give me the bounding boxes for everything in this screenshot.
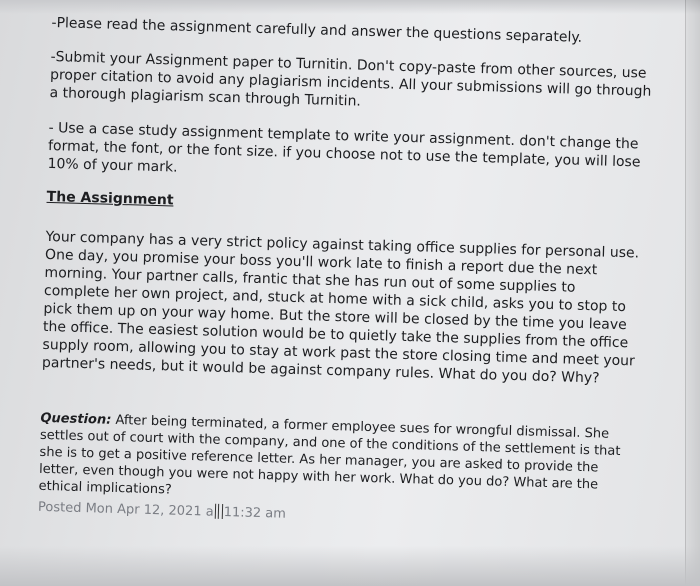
bottom-shadow (0, 546, 700, 586)
assignment-heading: The Assignment (46, 188, 174, 209)
question-paragraph (38, 410, 630, 511)
instruction-template: - Use a case study assignment template to write your assignment. don't change the format, the font, or the font size. if you choose not to use the template, you will lose 10% of your mark. (47, 119, 641, 176)
scrollbar[interactable] (685, 0, 700, 586)
question-text: After being terminated, a former employee sues for wrongful dismissal. She settles out of court with the company, and one of the conditions of the settlement is that she is to get a positive reference letter. As her manager, you are asked to provide the letter, even though you were not happy with her work. What do you do? What are the ethical implications? (38, 412, 621, 498)
instruction-read: -Please read the assignment carefully and answer the questions separately. (51, 14, 583, 46)
posted-time: 11:32 am (223, 504, 287, 522)
assignment-body: Your company has a very strict policy against taking office supplies for personal use. One day, you promise your boss you'll work late to finish a report due the next morning. Your partner calls, frantic that she has run out of some supplies to complete her own project, and, stuck at home with a sick child, asks you to stop to pick them up on your way home. But the store will be closed by the time you leave the office. The easiest solution would be to quietly take the supplies from the office supply room, allowing you to stay at work past the store closing time and meet your partner's needs, but it would be against company rules. What do you do? Why? (41, 228, 640, 387)
text-cursor-icon (214, 504, 222, 519)
question-block (38, 410, 631, 533)
instruction-submit: -Submit your Assignment paper to Turnitin. Don't copy-paste from other sources, use proper citation to avoid any plagiarism incidents. All your submissions will go through a thorough plagiarism scan through Turnitin. (49, 48, 652, 110)
posted-prefix: Posted Mon Apr 12, 2021 a (37, 499, 214, 520)
assignment-document (38, 6, 672, 534)
question-label: Question: (40, 410, 112, 428)
